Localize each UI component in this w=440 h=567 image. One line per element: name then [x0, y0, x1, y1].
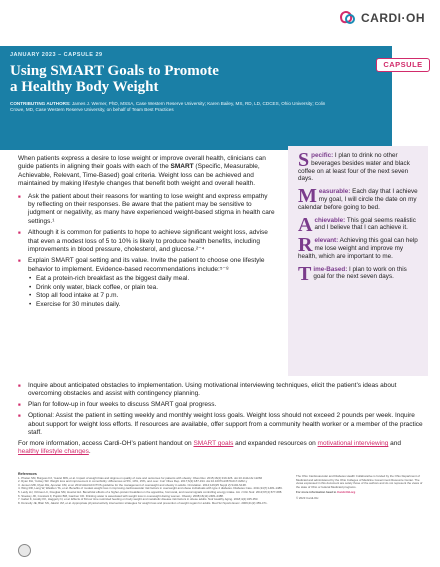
contrib-label: CONTRIBUTING AUTHORS: [10, 101, 71, 106]
intro-text-1: When patients express a desire to lose weight or improve overall health, clinicians can guide patients in aligning their goals with each of the [18, 155, 266, 171]
smart-text: I plan to work on this goal for the next seven days. [313, 265, 407, 281]
list-item: ■ Although it is common for patients to hope to achieve significant weight loss, advise that even a modest loss of 5 to 10% is likely to produce health benefits, including improvements in blood pressure, cholesterol, and glucose.²⁻⁴ [18, 229, 276, 254]
references-title: References [18, 472, 37, 476]
main-content [18, 155, 276, 312]
smart-item-specific [298, 149, 420, 183]
copyright: © 2023 Cardi-OH [296, 495, 319, 500]
closing-text-3: and [388, 439, 402, 447]
smart-letter: A [298, 213, 313, 236]
smart-item-time-based [298, 262, 420, 285]
contributing-authors [10, 101, 340, 113]
hearts-icon [338, 8, 358, 28]
reference-item: 2. Ryan DH, Yockey SR. Weight loss and improvement in comorbidity: differences at 5%, 10%, 15%, and over. Curr Obes Rep. 2017;6(2):187-194. doi:10.1007/s13679-017-0262-y [18, 479, 248, 484]
smart-head: pecific: [311, 152, 334, 159]
smart-item-achievable [298, 213, 420, 236]
more-info [296, 491, 426, 495]
contrib-text: James J. Werner, PhD, MSSA, Case Western Reserve University; Karen Bailey, MS, RD, LD, CDCES, Ohio University; Colin Crowe, MD, Case Western Reserve University, on behalf of Team Best Practices [10, 101, 326, 112]
smart-text: I plan to drink no other beverages besides water and black coffee on at least four of the next seven days. [298, 152, 410, 183]
list-item: ■ Optional: Assist the patient in setting weekly and monthly weight loss goals. Weight loss should not exceed 2 pounds per week. Inquire about support for weight loss efforts. If resources are available, offer support from a community health worker or a member of the practice staff. [18, 412, 423, 437]
references [18, 473, 283, 505]
smart-example-box [288, 146, 428, 376]
logo-text: CARDI·OH [361, 11, 425, 25]
capsule-badge: CAPSULE [376, 58, 430, 72]
main-bullets [18, 193, 276, 309]
list-item [18, 257, 276, 308]
recommendation-list [28, 275, 276, 309]
reference-item: 3. Jensen MD, Ryan DH, Apovian CM, et al. 2013 AHA/ACC/TOS guideline for the management of overweight and obesity in adults. Circulation. 2014;129(25 Suppl 2):S102-S138. [18, 482, 247, 487]
reference-item: 1. Phelan SM, Burgess DJ, Yeazel MW, et al. Impact of weight bias and stigma on quality of care and outcomes for patients with obesity. Obes Rev. 2015;16(4):319-326. doi:10.1111/obr.12266 [18, 475, 263, 480]
cardi-oh-logo [338, 8, 425, 28]
partner-logos [18, 542, 423, 558]
closing-text-2: and expanded resources on [233, 439, 318, 447]
smart-letter: S [298, 149, 310, 171]
reference-item: 8. Donnelly JE, Blair SN, Jakicic JM, et al. Appropriate physical activity intervention strategies for weight loss and prevention of weight regain for adults. Med Sci Sports Exerc. 2009;41(2):459-471. [18, 500, 268, 505]
reference-item: 6. Stookey JD, Constant F, Popkin BM, Gardner CD. Drinking water is associated with weight loss in overweight dieting women. Obesity. 2008;16(11):2481-2488. [18, 493, 224, 498]
closing-paragraph [18, 440, 423, 457]
smart-head: elevant: [314, 237, 339, 245]
motivational-interviewing-link[interactable]: motivational interviewing [317, 439, 389, 447]
closing-text-1: For more information, access Cardi-OH’s patient handout on [18, 439, 194, 447]
sub-list-item: • Stop all food intake at 7 p.m. [28, 292, 276, 300]
smart-head: ime-Based: [313, 265, 348, 273]
smart-text: This goal seems realistic and I believe that I can achieve it. [314, 216, 416, 232]
sub-list-item: • Drink only water, black coffee, or plain tea. [28, 284, 276, 292]
sub-list-item: • Eat a protein-rich breakfast as the biggest daily meal. [28, 275, 276, 283]
closing-text-4: . [88, 448, 91, 456]
list-item: ■ Plan for follow-up in four weeks to discuss SMART goal progress. [18, 401, 423, 409]
title-line-1: Using SMART Goals to Promote [10, 63, 219, 79]
smart-goals-link[interactable]: SMART goals [193, 439, 234, 447]
smart-item-relevant [298, 234, 420, 260]
smart-letter: T [298, 262, 312, 285]
wide-bullets [18, 382, 423, 437]
issue-kicker: JANUARY 2023 – CAPSULE 29 [10, 52, 103, 58]
intro-text-2: (Specific, Measurable, Achievable, Relevant, Time-Based) goal criteria. Weight loss can be achieved and maintained by making lifestyle changes that benefit both weight and overall health. [18, 163, 260, 188]
healthy-lifestyle-link[interactable]: healthy lifestyle changes [18, 448, 89, 456]
header-band [0, 46, 392, 150]
reference-item: 5. Leidy HJ, Ortinau LC, Douglas SM, Hoertel HA. Beneficial effects of a higher-protein breakfast on the appetitive, hormonal, and neural signals controlling energy intake. Am J Clin Nutr. 2013;97(4):677-688. [18, 489, 283, 494]
smart-head: chievable: [314, 216, 346, 224]
ohio-seal-icon [18, 544, 31, 557]
list-item-text: Explain SMART goal setting and its value. Invite the patient to choose one lifestyle behavior to implement. Evidence-based recommendations include:⁵⁻⁸ [28, 257, 265, 273]
smart-head: easurable: [318, 188, 351, 196]
intro-smart: SMART [170, 163, 194, 171]
wide-content [18, 382, 423, 457]
disclaimer-text: The Ohio Cardiovascular and Diabetes Health Collaborative is funded by the Ohio Department of Medicaid and administered by the Ohio Colleges of Medicine Government Resource Center. The views expressed in this document are solely those of the authors and do not represent the views of the state of Ohio or federal Medicaid programs. [296, 474, 423, 489]
smart-item-measurable [298, 185, 420, 211]
funding-disclaimer [296, 475, 426, 501]
smart-letter: M [298, 185, 317, 208]
smart-text: Achieving this goal can help me lose weight and improve my health, which are important to me. [298, 237, 418, 260]
sub-list-item: • Exercise for 30 minutes daily. [28, 301, 276, 309]
page-title [10, 63, 382, 95]
intro-paragraph [18, 155, 276, 189]
smart-text: Each day that I achieve my goal, I will circle the date on my calendar before going to bed. [298, 188, 418, 211]
smart-letter: R [298, 234, 313, 257]
reference-item: 4. Wing RR, Lang W, Wadden TA, et al. Benefits of modest weight loss in improving cardiovascular risk factors in overweight and obese individuals with type 2 diabetes. Diabetes Care. 2011;34(7):1481-1486. [18, 486, 283, 491]
cardi-oh-url-link[interactable]: Cardi-OH.org [337, 490, 356, 495]
list-item: ■ Inquire about anticipated obstacles to implementation. Using motivational interviewing techniques, elicit the patient’s ideas about overcoming obstacles and assist with contingency planning. [18, 382, 423, 399]
title-line-2: a Healthy Body Weight [10, 79, 159, 95]
more-info-label: For more information head to [296, 490, 338, 495]
reference-item: 7. Gabel K, Hoddy KK, Haggerty N, et al. Effects of 8-hour time restricted feeding on body weight and metabolic disease risk factors in obese adults. Nutr Healthy Aging. 2018;4(4):345-353. [18, 497, 259, 502]
list-item: ■ Ask the patient about their reasons for wanting to lose weight and express empathy by reflecting on their responses. Be aware that the patient may be sensitive to judgment or negativity, as many have experienced weight-based stigma in health care settings.¹ [18, 193, 276, 227]
